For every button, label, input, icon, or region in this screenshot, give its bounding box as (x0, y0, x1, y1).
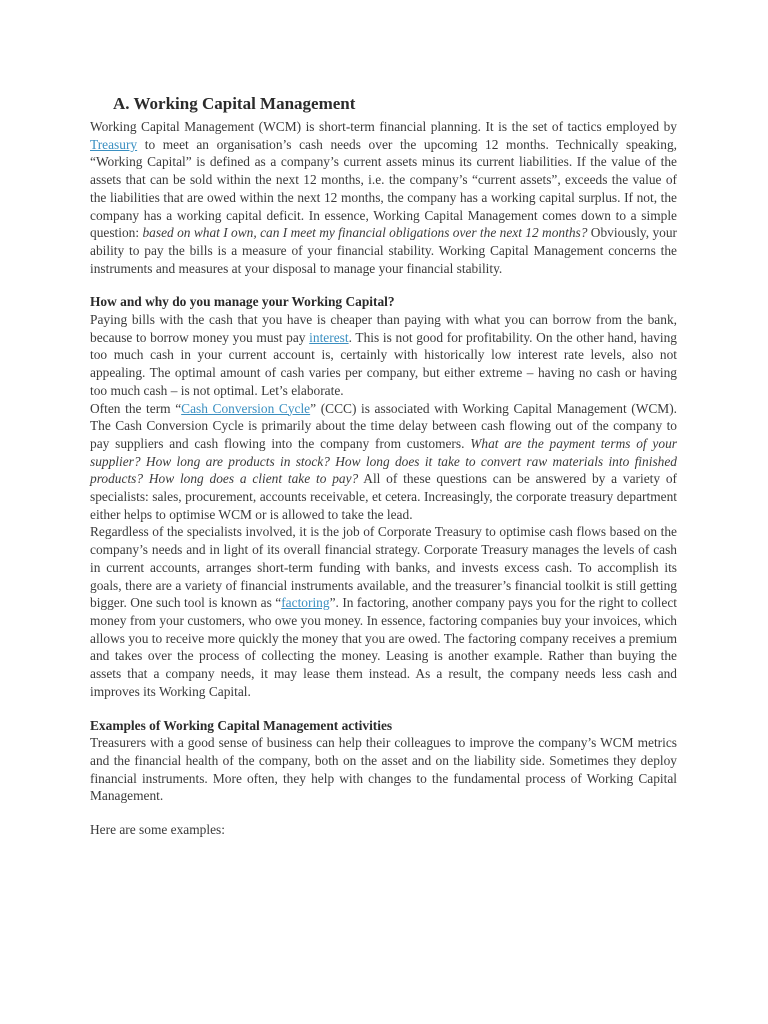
treasury-text-1: Regardless of the specialists involved, it is the job of Corporate Treasury to optimise cash flows based on the company’s needs and in light of its overall financial strategy. Corporate Treasury manages the levels of cash in current accounts, arranges short-term funding with banks, and invests excess cash. To accomplish its goals, there are a variety of financial instruments available, and the treasurer’s financial toolkit is still getting bigger. One such tool is known as “ (90, 524, 677, 611)
paying-text-2: . This is not good for profitability. On the other hand, having too much cash in your current account is, certainly with historically low interest rate levels, also not appealing. The optimal amount of cash varies per company, but either extreme – having no cash or having too much cash – is not optimal. Let’s elaborate. (90, 329, 677, 398)
paragraph-intro (90, 118, 677, 277)
heading-how-why: How and why do you manage your Working Capital? (90, 294, 395, 310)
interest-link[interactable]: interest (309, 329, 349, 345)
paragraph-paying-bills (90, 311, 677, 400)
intro-text-2: to meet an organisation’s cash needs over the upcoming 12 months. Technically speaking, “Working Capital” is defined as a company’s current assets minus its current liabilities. If the value of the assets that can be sold within the next 12 months, i.e. the company’s “current assets”, exceeds the value of the liabilities that are owed within the next 12 months, the company has a working capital surplus. If not, the company has a working capital deficit. In essence, Working Capital Management comes down to a simple question: (90, 136, 677, 241)
heading-examples: Examples of Working Capital Management activities (90, 717, 393, 733)
paragraph-treasurers: Treasurers with a good sense of business can help their colleagues to improve the company’s WCM metrics and the financial health of the company, both on the asset and on the liability side. Sometimes they deploy financial instruments. More often, they help with changes to the fundamental process of Working Capital Management. (90, 735, 677, 804)
intro-text-3: Obviously, your ability to pay the bills is a measure of your financial stability. Working Capital Management concerns the instruments and measures at your disposal to manage your financial stability. (90, 225, 677, 276)
treasury-link[interactable]: Treasury (90, 136, 138, 152)
ccc-questions: What are the payment terms of your supplier? How long are products in stock? How long does it take to convert raw materials into finished products? How long does a client take to pay? (90, 435, 677, 487)
paragraph-corporate-treasury (90, 523, 677, 700)
ccc-text-2: ” (CCC) is associated with Working Capital Management (WCM). The Cash Conversion Cycle is primarily about the time delay between cash flowing out of the company to pay suppliers and cash flowing into the company from customers. (90, 400, 678, 451)
paying-text-1: Paying bills with the cash that you have is cheaper than paying with what you can borrow from the bank, because to borrow money you must pay (90, 312, 677, 345)
paragraph-ccc (90, 400, 677, 524)
document-page (90, 94, 677, 839)
intro-text-1: Working Capital Management (WCM) is short-term financial planning. It is the set of tactics employed by (90, 119, 677, 134)
intro-question: based on what I own, can I meet my financial obligations over the next 12 months? (142, 225, 588, 241)
treasury-text-2: ”. In factoring, another company pays you for the right to collect money from your customers, who owe you money. In essence, factoring companies buy your invoices, which allows you to receive more quickly the money that you are owed. The factoring company receives a premium and takes over the process of collecting the money. Leasing is another example. Rather than buying the assets that a company needs, it may lease them instead. As a result, the company needs less cash and improves its Working Capital. (90, 595, 677, 699)
paragraph-here-examples: Here are some examples: (90, 822, 225, 838)
ccc-text-1: Often the term “ (90, 400, 182, 416)
page-title: A. Working Capital Management (113, 94, 356, 113)
ccc-text-3: All of these questions can be answered by a variety of specialists: sales, procurement, accounts receivable, et cetera. Increasingly, the corporate treasury department either helps to optimise WCM or is allowed to take the lead. (90, 471, 678, 522)
factoring-link[interactable]: factoring (281, 595, 330, 611)
cash-conversion-cycle-link[interactable]: Cash Conversion Cycle (181, 400, 311, 416)
